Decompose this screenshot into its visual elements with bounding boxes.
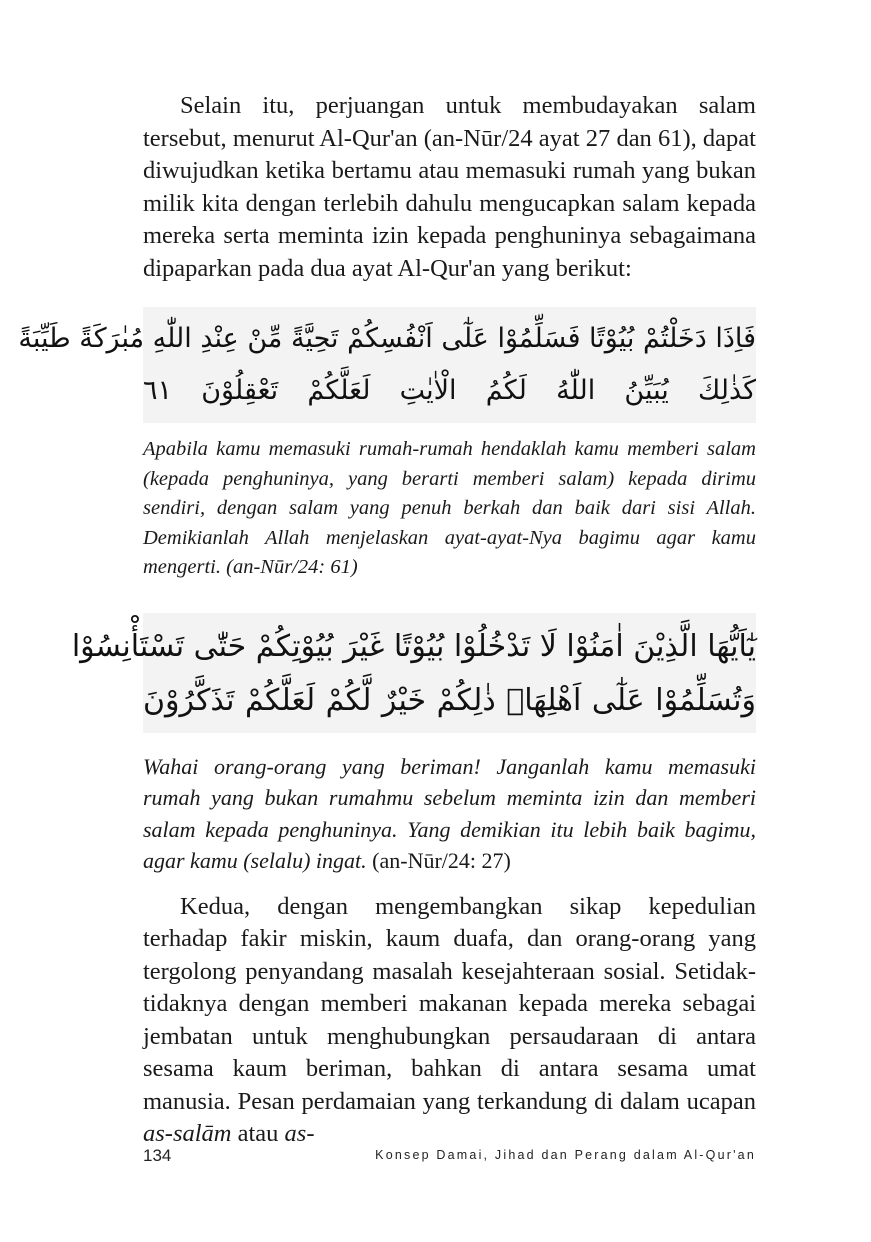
arabic-verse-27 — [71, 613, 756, 733]
verse-27-translation — [143, 751, 756, 877]
page-number: 134 — [143, 1146, 172, 1165]
paragraph-2-text: Kedua, dengan mengembangkan sikap kepedulian terhadap fakir miskin, kaum duafa, dan orang-orang yang tergolong penyandang masalah kesejahteraan sosial. Setidak-tidaknya dengan memberi makanan kepada mereka sebagai jembatan untuk menghubungkan persaudaraan di antara sesama kaum beriman, bahkan di antara sesama umat manusia. Pesan perdamaian yang terkandung di dalam ucapan — [143, 892, 756, 1115]
running-title: Konsep Damai, Jihad dan Perang dalam Al-Qur'an — [375, 1148, 756, 1162]
connector-text: atau — [231, 1120, 285, 1147]
page-footer — [143, 1146, 756, 1170]
body-paragraph-1: Selain itu, perjuangan untuk membudayakan salam tersebut, menurut Al-Qur'an (an-Nūr/24 ayat 27 dan 61), dapat diwujudkan ketika bertamu atau memasuki rumah yang bukan milik kita dengan terlebih dahulu mengucapkan salam kepada mereka serta meminta izin kepada penghuninya sebagaimana dipaparkan pada dua ayat Al-Qur'an yang berikut: — [143, 92, 756, 282]
arabic-line: فَاِذَا دَخَلْتُمْ بُيُوْتًا فَسَلِّمُوْا عَلٰٓى اَنْفُسِكُمْ تَحِيَّةً مِّنْ عِنْدِ اللّٰهِ مُبٰرَكَةً طَيِّبَةً — [18, 323, 756, 354]
arabic-line: يٰٓاَيُّهَا الَّذِيْنَ اٰمَنُوْا لَا تَدْخُلُوْا بُيُوْتًا غَيْرَ بُيُوْتِكُمْ حَتّٰى تَسْتَأْنِسُوْا — [71, 628, 756, 664]
verse-61-translation: Apabila kamu memasuki rumah-rumah hendaklah kamu memberi salam (kepada penghuninya, yang berarti memberi salam) kepada dirimu sendiri, dengan salam yang penuh berkah dan baik dari sisi Allah. Demikianlah Allah menjelaskan ayat-ayat-Nya bagimu agar kamu mengerti. (an-Nūr/24: 61) — [143, 438, 756, 578]
body-paragraph-2 — [143, 891, 756, 1151]
verse-27-translation-text: Wahai orang-orang yang beriman! Janganlah kamu memasuki rumah yang bukan rumahmu sebelum meminta izin dan memberi salam kepada penghuninya. Yang demikian itu lebih baik bagimu, agar kamu (selalu) ingat. — [143, 753, 756, 873]
arabic-line: وَتُسَلِّمُوْا عَلٰٓى اَهْلِهَاۗ ذٰلِكُمْ خَيْرٌ لَّكُمْ لَعَلَّكُمْ تَذَكَّرُوْنَ — [143, 682, 756, 718]
verse-27-reference: (an-Nūr/24: 27) — [372, 848, 511, 873]
term-as-continued: as- — [284, 1120, 315, 1147]
arabic-line: كَذٰلِكَ يُبَيِّنُ اللّٰهُ لَكُمُ الْاٰيٰتِ لَعَلَّكُمْ تَعْقِلُوْنَ ٦١ — [143, 375, 756, 406]
arabic-verse-61 — [18, 307, 756, 423]
term-as-salam: as-salām — [143, 1120, 232, 1147]
page-content — [18, 90, 756, 1151]
